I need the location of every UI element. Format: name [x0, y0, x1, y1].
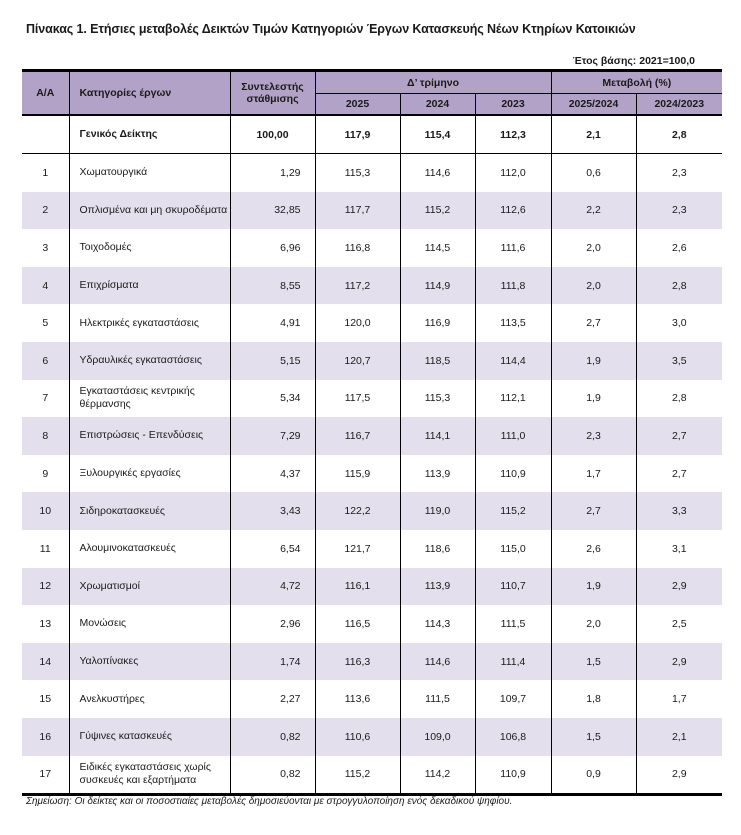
cell-2024: 114,1 [400, 417, 475, 455]
table-body [22, 115, 722, 795]
cell-change-2024-2023: 2,8 [636, 380, 722, 418]
cell-2024: 115,2 [400, 192, 475, 230]
cell-2023: 115,2 [475, 492, 551, 530]
cell-change-2025-2024: 2,7 [551, 492, 636, 530]
cell-2025: 110,6 [315, 718, 400, 756]
cell-2023: 114,4 [475, 342, 551, 380]
general-index-row [22, 115, 722, 154]
cell-change-2024-2023: 2,3 [636, 192, 722, 230]
cell-2023: 115,0 [475, 530, 551, 568]
cell-2025: 115,3 [315, 154, 400, 192]
cell-change-2025-2024: 1,5 [551, 643, 636, 681]
table-row [22, 756, 722, 795]
table-row [22, 154, 722, 192]
header-year-2025: 2025 [315, 94, 400, 116]
cell-aa: 5 [42, 317, 49, 330]
footnote: Σημείωση: Οι δείκτες και οι ποσοστιαίες μεταβολές δημοσιεύονται με στρογγυλοποίηση ενός δεκαδικού ψηφίου. [26, 796, 513, 807]
table-row [22, 530, 722, 568]
cell-2025: 113,6 [315, 680, 400, 718]
table-row [22, 192, 722, 230]
cell-change-2024-2023: 2,8 [636, 267, 722, 305]
cell-change-2024-2023: 3,0 [636, 304, 722, 342]
header-change-2025-2024: 2025/2024 [551, 94, 636, 116]
cell-change-2025-2024: 2,1 [551, 115, 636, 154]
cell-2024: 116,9 [400, 304, 475, 342]
cell-category: Υαλοπίνακες [69, 643, 230, 681]
cell-weight: 4,91 [230, 304, 315, 342]
header-category: Κατηγορίες έργων [69, 71, 230, 116]
cell-2025: 122,2 [315, 492, 400, 530]
cell-change-2024-2023: 2,8 [636, 115, 722, 154]
cell-change-2024-2023: 2,7 [636, 417, 722, 455]
cell-aa: 17 [22, 756, 69, 795]
base-year-label: Έτος βάσης: 2021=100,0 [572, 55, 695, 67]
cell-2023: 111,0 [475, 417, 551, 455]
cell-2024: 114,6 [400, 643, 475, 681]
cell-2024: 114,5 [400, 229, 475, 267]
cell-2023: 111,5 [475, 605, 551, 643]
cell-change-2025-2024: 2,3 [551, 417, 636, 455]
cell-aa: 8 [22, 417, 69, 455]
cell-2023: 113,5 [475, 304, 551, 342]
cell-2024: 113,9 [400, 568, 475, 606]
cell-category: Ηλεκτρικές εγκαταστάσεις [69, 304, 230, 342]
cell-weight: 0,82 [230, 756, 315, 795]
cell-2023: 112,6 [475, 192, 551, 230]
cell-change-2025-2024: 1,9 [551, 568, 636, 606]
cell-category: Χρωματισμοί [69, 568, 230, 606]
cell-2023: 112,1 [475, 380, 551, 418]
cell-change-2024-2023: 1,7 [636, 680, 722, 718]
cell-2023: 111,8 [475, 267, 551, 305]
cell-2025: 116,7 [315, 417, 400, 455]
cell-weight: 4,72 [230, 568, 315, 606]
header-aa: Α/Α [22, 71, 69, 116]
cell-2024: 113,9 [400, 455, 475, 493]
cell-2023: 110,9 [475, 455, 551, 493]
cell-2023: 111,4 [475, 643, 551, 681]
cell-2025: 116,8 [315, 229, 400, 267]
cell-change-2024-2023: 3,5 [636, 342, 722, 380]
table-row [22, 568, 722, 606]
cell-aa [22, 115, 69, 154]
cell-change-2025-2024: 1,5 [551, 718, 636, 756]
cell-aa: 10 [22, 492, 69, 530]
cell-category: Γύψινες κατασκευές [69, 718, 230, 756]
cell-change-2025-2024: 0,6 [551, 154, 636, 192]
cell-change-2024-2023: 2,9 [636, 568, 722, 606]
cell-category: Γενικός Δείκτης [69, 115, 230, 154]
cell-2025: 116,1 [315, 568, 400, 606]
cell-2025: 117,7 [315, 192, 400, 230]
cell-aa: 4 [22, 267, 69, 305]
cell-weight: 100,00 [230, 115, 315, 154]
header-weight: Συντελεστής στάθμισης [230, 71, 315, 116]
cell-weight: 4,37 [230, 455, 315, 493]
cell-category: Μονώσεις [69, 605, 230, 643]
cell-category: Επιστρώσεις - Επενδύσεις [69, 417, 230, 455]
cell-change-2024-2023: 2,1 [636, 718, 722, 756]
cell-weight: 1,29 [230, 154, 315, 192]
table-title: Πίνακας 1. Ετήσιες μεταβολές Δεικτών Τιμών Κατηγοριών Έργων Κατασκευής Νέων Κτηρίων Κατοικιών [26, 22, 636, 36]
cell-2024: 114,2 [400, 756, 475, 795]
cell-change-2025-2024: 2,0 [551, 605, 636, 643]
header-change-group: Μεταβολή (%) [551, 71, 722, 94]
table-row [22, 718, 722, 756]
table-row [22, 605, 722, 643]
header-year-2023: 2023 [475, 94, 551, 116]
cell-change-2024-2023: 2,3 [636, 154, 722, 192]
cell-2023: 109,7 [475, 680, 551, 718]
header-year-2024: 2024 [400, 94, 475, 116]
cell-2025: 117,2 [315, 267, 400, 305]
cell-category: Εγκαταστάσεις κεντρικής θέρμανσης [69, 380, 230, 418]
cell-aa: 13 [39, 617, 52, 630]
cell-category: Ειδικές εγκαταστάσεις χωρίς συσκευές και εξαρτήματα [69, 756, 230, 795]
cell-category: Τοιχοδομές [69, 229, 230, 267]
cell-2024: 114,3 [400, 605, 475, 643]
table-row [22, 229, 722, 267]
cell-2024: 111,5 [400, 680, 475, 718]
cell-2025: 117,5 [315, 380, 400, 418]
cell-change-2024-2023: 2,5 [636, 605, 722, 643]
cell-change-2025-2024: 1,8 [551, 680, 636, 718]
cell-2023: 111,6 [475, 229, 551, 267]
cell-2025: 121,7 [315, 530, 400, 568]
cell-category: Αλουμινοκατασκευές [69, 530, 230, 568]
cell-weight: 8,55 [230, 267, 315, 305]
cell-weight: 1,74 [230, 643, 315, 681]
header-quarter-group: Δ’ τρίμηνο [315, 71, 551, 94]
cell-change-2024-2023: 2,9 [636, 756, 722, 795]
cell-2025: 115,2 [315, 756, 400, 795]
table-header [22, 71, 722, 116]
cell-aa: 3 [42, 241, 49, 254]
cell-category: Ξυλουργικές εργασίες [69, 455, 230, 493]
cell-category: Ανελκυστήρες [69, 680, 230, 718]
cell-weight: 32,85 [230, 192, 315, 230]
cell-weight: 5,15 [230, 342, 315, 380]
cell-weight: 6,54 [230, 530, 315, 568]
cell-category: Οπλισμένα και μη σκυροδέματα [69, 192, 230, 230]
table-row [22, 267, 722, 305]
cell-weight: 2,27 [230, 680, 315, 718]
cell-change-2024-2023: 2,7 [636, 455, 722, 493]
header-change-2024-2023: 2024/2023 [636, 94, 722, 116]
cell-change-2024-2023: 3,1 [636, 530, 722, 568]
cell-change-2024-2023: 3,3 [636, 492, 722, 530]
cell-2025: 120,0 [315, 304, 400, 342]
cell-2024: 118,5 [400, 342, 475, 380]
cell-aa: 16 [22, 718, 69, 756]
cell-change-2025-2024: 0,9 [551, 756, 636, 795]
cell-2025: 120,7 [315, 342, 400, 380]
cell-change-2025-2024: 1,7 [551, 455, 636, 493]
cell-aa: 14 [22, 643, 69, 681]
cell-change-2025-2024: 1,9 [551, 342, 636, 380]
cell-change-2025-2024: 1,9 [551, 380, 636, 418]
cell-2023: 106,8 [475, 718, 551, 756]
cell-aa: 15 [39, 693, 52, 706]
cell-2024: 115,3 [400, 380, 475, 418]
cell-aa: 2 [22, 192, 69, 230]
cell-change-2024-2023: 2,9 [636, 643, 722, 681]
cell-2025: 116,5 [315, 605, 400, 643]
cell-aa: 12 [22, 568, 69, 606]
cell-aa: 1 [42, 166, 49, 179]
cell-2024: 115,4 [400, 115, 475, 154]
cell-category: Υδραυλικές εγκαταστάσεις [69, 342, 230, 380]
price-index-table [22, 69, 722, 796]
cell-2025: 117,9 [315, 115, 400, 154]
cell-2024: 118,6 [400, 530, 475, 568]
cell-change-2025-2024: 2,7 [551, 304, 636, 342]
cell-change-2025-2024: 2,6 [551, 530, 636, 568]
cell-2023: 110,7 [475, 568, 551, 606]
cell-weight: 0,82 [230, 718, 315, 756]
table-row [22, 380, 722, 418]
cell-weight: 7,29 [230, 417, 315, 455]
table-row [22, 304, 722, 342]
cell-change-2025-2024: 2,0 [551, 267, 636, 305]
table-row [22, 342, 722, 380]
cell-category: Σιδηροκατασκευές [69, 492, 230, 530]
cell-weight: 5,34 [230, 380, 315, 418]
cell-aa: 7 [42, 392, 49, 405]
table-row [22, 417, 722, 455]
cell-change-2025-2024: 2,2 [551, 192, 636, 230]
cell-weight: 3,43 [230, 492, 315, 530]
cell-2024: 114,6 [400, 154, 475, 192]
cell-2025: 116,3 [315, 643, 400, 681]
table-row [22, 680, 722, 718]
cell-2024: 109,0 [400, 718, 475, 756]
cell-category: Χωματουργικά [69, 154, 230, 192]
cell-aa: 6 [22, 342, 69, 380]
cell-2024: 119,0 [400, 492, 475, 530]
cell-aa: 9 [42, 467, 49, 480]
cell-change-2025-2024: 2,0 [551, 229, 636, 267]
cell-2025: 115,9 [315, 455, 400, 493]
cell-weight: 6,96 [230, 229, 315, 267]
table-row [22, 643, 722, 681]
cell-2023: 112,3 [475, 115, 551, 154]
cell-change-2024-2023: 2,6 [636, 229, 722, 267]
cell-aa: 11 [39, 542, 51, 555]
table-row [22, 492, 722, 530]
cell-2024: 114,9 [400, 267, 475, 305]
cell-2023: 112,0 [475, 154, 551, 192]
cell-weight: 2,96 [230, 605, 315, 643]
cell-2023: 110,9 [475, 756, 551, 795]
cell-category: Επιχρίσματα [69, 267, 230, 305]
table-row [22, 455, 722, 493]
